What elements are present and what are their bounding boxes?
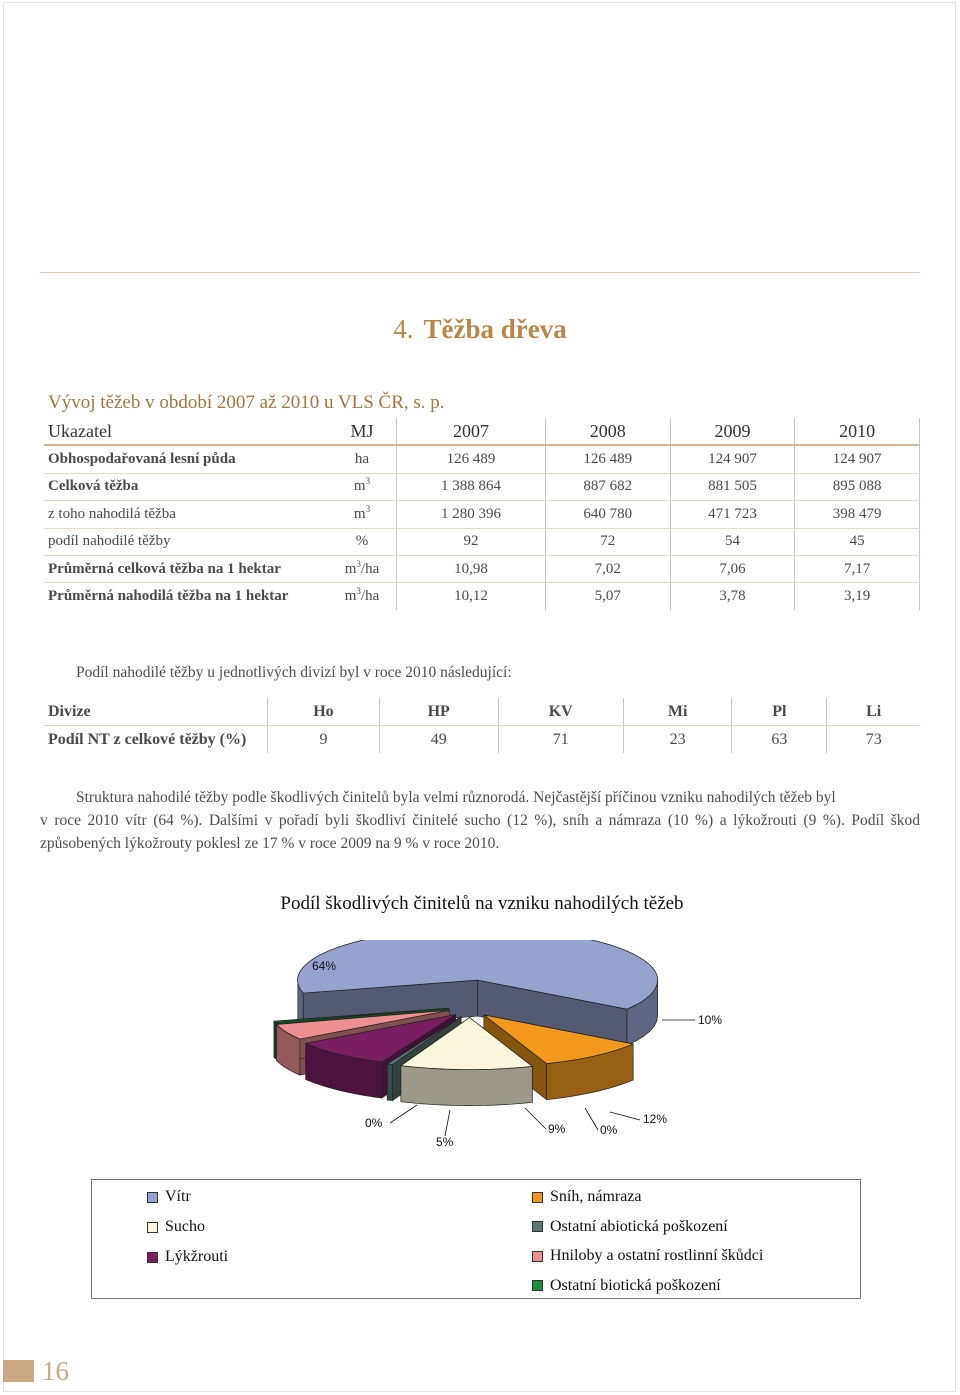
legend-label: Hniloby a ostatní rostlinní škůdci bbox=[550, 1247, 764, 1264]
unit-base: m bbox=[344, 560, 357, 577]
unit-exponent: 3 bbox=[356, 586, 361, 597]
legend-swatch bbox=[147, 1252, 158, 1263]
legend-swatch bbox=[532, 1221, 543, 1232]
slice-wall-Sucho bbox=[401, 1066, 532, 1106]
slice-wall-Ostatní biotická poškození bbox=[274, 1021, 275, 1058]
col-2007: 2007 bbox=[397, 418, 546, 445]
col-2009: 2009 bbox=[670, 418, 795, 445]
row-value: 471 723 bbox=[670, 501, 795, 528]
label-leader-line bbox=[610, 1112, 640, 1120]
legend-item bbox=[532, 1218, 728, 1236]
legend-label: Vítr bbox=[165, 1188, 191, 1205]
division-li: Li bbox=[827, 698, 920, 726]
legend-swatch bbox=[532, 1280, 543, 1291]
unit-base: m bbox=[353, 505, 366, 522]
division-header-label: Divize bbox=[44, 698, 268, 726]
col-unit: MJ bbox=[328, 418, 397, 445]
legend-label: Sucho bbox=[165, 1218, 205, 1235]
division-value: 71 bbox=[498, 726, 623, 754]
division-value: 9 bbox=[268, 726, 380, 754]
data-label: 5% bbox=[436, 1135, 454, 1149]
row-value: 398 479 bbox=[795, 501, 920, 528]
label-leader-line bbox=[585, 1108, 598, 1130]
row-unit bbox=[328, 583, 397, 610]
unit-exponent: 3 bbox=[365, 476, 371, 487]
row-value: 10,98 bbox=[397, 555, 546, 582]
row-value: 3,19 bbox=[795, 583, 920, 610]
legend-item bbox=[147, 1188, 191, 1206]
division-value: 23 bbox=[623, 726, 731, 754]
data-label: 12% bbox=[643, 1112, 668, 1126]
row-value: 895 088 bbox=[795, 473, 920, 500]
row-label: Průměrná nahodilá těžba na 1 hektar bbox=[48, 588, 289, 605]
row-label: Průměrná celková těžba na 1 hektar bbox=[44, 555, 328, 582]
row-value: 124 907 bbox=[795, 445, 920, 473]
chapter-heading bbox=[0, 314, 960, 345]
row-value: 72 bbox=[545, 528, 670, 555]
legend-label: Lýkžrouti bbox=[165, 1248, 229, 1265]
row-value: 45 bbox=[795, 528, 920, 555]
row-label: z toho nahodilá těžba bbox=[44, 501, 328, 528]
legend-item bbox=[532, 1188, 642, 1206]
row-unit bbox=[328, 555, 397, 582]
harvest-table-row bbox=[44, 555, 920, 582]
row-value: 881 505 bbox=[670, 473, 795, 500]
division-intro-text: Podíl nahodilé těžby u jednotlivých divizí byl v roce 2010 následující: bbox=[76, 664, 512, 681]
row-value: 887 682 bbox=[545, 473, 670, 500]
harvest-table bbox=[44, 418, 920, 610]
label-leader-line bbox=[390, 1105, 417, 1123]
division-hp: HP bbox=[379, 698, 498, 726]
unit-base: m bbox=[353, 478, 366, 495]
row-value: 7,02 bbox=[545, 555, 670, 582]
harvest-table-row bbox=[44, 445, 920, 473]
col-2008: 2008 bbox=[545, 418, 670, 445]
top-divider bbox=[40, 272, 920, 273]
division-table bbox=[44, 698, 920, 753]
row-unit bbox=[328, 501, 397, 528]
row-unit bbox=[328, 473, 397, 500]
legend-swatch bbox=[532, 1251, 543, 1262]
harvest-table-row bbox=[44, 528, 920, 555]
slice-wall-Ostatní abiotická poškození bbox=[387, 1064, 392, 1101]
damage-structure-text bbox=[40, 786, 920, 855]
page-number: 16 bbox=[42, 1356, 69, 1386]
row-label: podíl nahodilé těžby bbox=[44, 528, 328, 555]
row-value: 126 489 bbox=[545, 445, 670, 473]
data-label: 0% bbox=[365, 1116, 383, 1130]
page-number-bar bbox=[3, 1360, 34, 1382]
section-title: Vývoj těžeb v období 2007 až 2010 u VLS ČR, s. p. bbox=[48, 392, 445, 413]
row-value: 7,06 bbox=[670, 555, 795, 582]
row-value: 126 489 bbox=[397, 445, 546, 473]
legend-swatch bbox=[532, 1192, 543, 1203]
division-row-label: Podíl NT z celkové těžby (%) bbox=[44, 726, 268, 754]
unit-exponent: 3 bbox=[356, 558, 361, 569]
chapter-number: 4. bbox=[393, 314, 414, 344]
row-value: 640 780 bbox=[545, 501, 670, 528]
division-pl: Pl bbox=[732, 698, 827, 726]
unit-base: % bbox=[355, 533, 369, 550]
unit-suffix: /ha bbox=[360, 588, 380, 605]
division-header-row bbox=[44, 698, 920, 726]
row-unit bbox=[328, 528, 397, 555]
chart-legend bbox=[91, 1179, 861, 1299]
legend-label: Sníh, námraza bbox=[550, 1188, 642, 1205]
col-indicator: Ukazatel bbox=[44, 418, 328, 445]
unit-exponent: 3 bbox=[365, 503, 371, 514]
chart-title: Podíl škodlivých činitelů na vzniku nahodilých těžeb bbox=[280, 893, 684, 914]
label-leader-line bbox=[525, 1108, 546, 1129]
legend-item bbox=[532, 1247, 763, 1265]
division-value-row bbox=[44, 726, 920, 754]
row-value: 3,78 bbox=[670, 583, 795, 610]
legend-swatch bbox=[147, 1222, 158, 1233]
row-label: Obhospodařovaná lesní půda bbox=[44, 445, 328, 473]
division-mi: Mi bbox=[623, 698, 731, 726]
data-label: 10% bbox=[698, 1013, 723, 1027]
legend-item bbox=[147, 1248, 228, 1266]
legend-label: Ostatní biotická poškození bbox=[550, 1276, 721, 1294]
legend-item bbox=[147, 1218, 205, 1236]
unit-suffix: /ha bbox=[360, 560, 380, 577]
division-value: 49 bbox=[379, 726, 498, 754]
data-label: 9% bbox=[548, 1122, 566, 1136]
data-label: 64% bbox=[312, 959, 337, 973]
damage-structure-rest: v roce 2010 vítr (64 %). Dalšími v pořadí byli škodliví činitelé sucho (12 %), sníh a námraza (10 %) a lýkožrouti (9 %). Podíl škod způsobených lýkožrouty poklesl ze 17 % v roce 2009 na 9 % v roce 2010. bbox=[40, 812, 920, 852]
row-value: 1 280 396 bbox=[397, 501, 546, 528]
division-ho: Ho bbox=[268, 698, 380, 726]
division-kv: KV bbox=[498, 698, 623, 726]
col-2010: 2010 bbox=[795, 418, 920, 445]
label-leader-line bbox=[445, 1110, 450, 1136]
row-value: 1 388 864 bbox=[397, 473, 546, 500]
row-value: 54 bbox=[670, 528, 795, 555]
legend-swatch bbox=[147, 1192, 158, 1203]
division-value: 73 bbox=[865, 730, 882, 748]
row-value: 7,17 bbox=[795, 555, 920, 582]
row-unit bbox=[328, 445, 397, 473]
row-value: 10,12 bbox=[397, 583, 546, 610]
unit-base: m bbox=[344, 588, 357, 605]
row-label: Celková těžba bbox=[44, 473, 328, 500]
row-value: 92 bbox=[397, 528, 546, 555]
row-value: 5,07 bbox=[545, 583, 670, 610]
damage-structure-line1: Struktura nahodilé těžby podle škodlivých činitelů byla velmi různorodá. Nejčastější příčinou vzniku nahodilých těžeb byl bbox=[76, 789, 836, 806]
harvest-table-row bbox=[44, 501, 920, 528]
pie-chart bbox=[0, 940, 960, 1170]
chapter-title: Těžba dřeva bbox=[423, 314, 567, 344]
unit-base: ha bbox=[354, 451, 370, 468]
harvest-table-row bbox=[44, 583, 920, 610]
legend-label: Ostatní abiotická poškození bbox=[550, 1217, 728, 1235]
harvest-table-row bbox=[44, 473, 920, 500]
row-value: 124 907 bbox=[670, 445, 795, 473]
harvest-table-header bbox=[44, 418, 920, 445]
data-label: 0% bbox=[600, 1123, 618, 1137]
legend-item bbox=[532, 1277, 721, 1295]
division-value: 63 bbox=[732, 726, 827, 754]
